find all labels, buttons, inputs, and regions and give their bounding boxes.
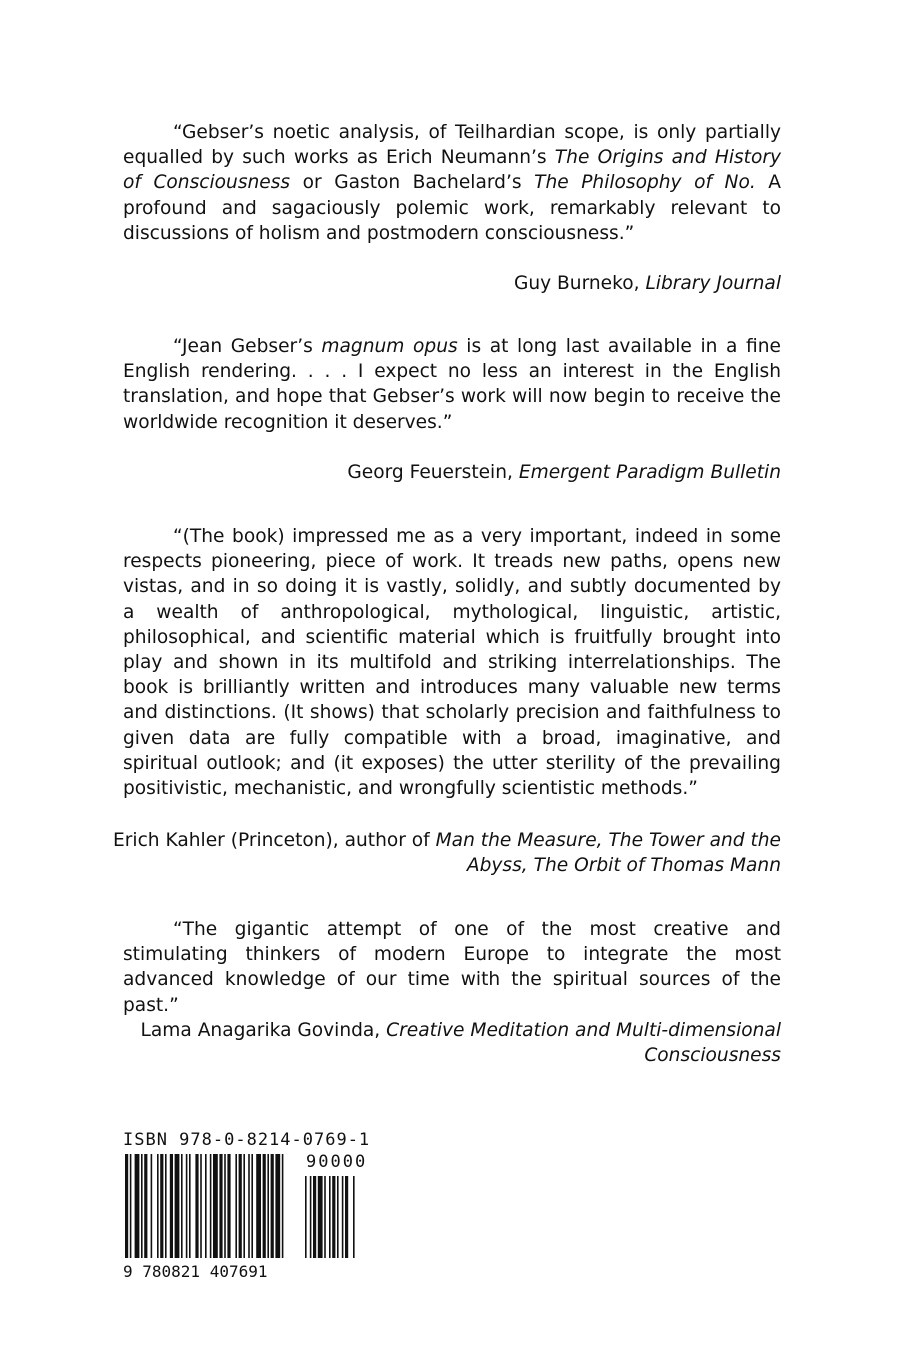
ean-digits: 9 780821 407691	[123, 1262, 268, 1281]
barcode-bar	[267, 1154, 269, 1258]
barcode-bar	[141, 1154, 143, 1258]
barcode-bar	[210, 1154, 212, 1258]
quote-text: “Gebser’s noetic analysis, of Teilhardian scope, is only partially equalled by such works as Erich Neumann’s	[123, 122, 781, 169]
isbn-barcode	[123, 1130, 393, 1290]
barcode-bar	[235, 1154, 237, 1258]
attribution-1: Guy Burneko, Library Journal	[513, 273, 781, 294]
addon-bar	[305, 1176, 307, 1258]
barcode-bar	[205, 1154, 207, 1258]
addon-bar	[345, 1176, 348, 1258]
barcode-bar	[282, 1154, 284, 1258]
barcode-bar	[144, 1154, 147, 1258]
barcode-bar	[189, 1154, 191, 1258]
barcode-bar	[130, 1154, 132, 1258]
barcode-bar	[239, 1154, 242, 1258]
barcode-bar	[135, 1154, 140, 1258]
barcode-bar	[195, 1154, 198, 1258]
quote-3	[123, 524, 781, 801]
barcode-bars	[123, 1154, 383, 1264]
isbn-label: ISBN 978-0-8214-0769-1	[123, 1130, 371, 1150]
quote-text: A profound and sagaciously polemic work, remarkably relevant to discussions of holism and postmodern consciousness.”	[123, 172, 781, 244]
barcode-bar	[175, 1154, 180, 1258]
barcode-bar	[160, 1154, 163, 1258]
quote-4	[123, 917, 781, 1018]
addon-bar	[337, 1176, 339, 1258]
addon-bar	[353, 1176, 355, 1258]
addon-bar	[318, 1176, 323, 1258]
quote-text: “Jean Gebser’s	[173, 336, 322, 357]
attribution-3: Erich Kahler (Princeton), author of Man the Measure, The Tower and the Abyss, The Orbit of Thomas Mann	[113, 830, 781, 877]
barcode-bar	[186, 1154, 188, 1258]
quote-text: “(The book) impressed me as a very important, indeed in some respects pioneering, piece of work. It treads new paths, opens new vistas, and in so doing it is vastly, solidly, and subtly documented by a wealth of anthropological, mythological, linguistic, artistic, philosophical, and scientific material which is fruitfully brought into play and shown in its multifold and striking interrelationships. The book is brilliantly written and introduces many valuable new terms and distinctions. (It shows) that scholarly precision and faithfulness to given data are fully compatible with a broad, imaginative, and spiritual outlook; and (it exposes) the utter sterility of the prevailing positivistic, mechanistic, and wrongfully scientistic methods.”	[123, 526, 781, 800]
barcode-bar	[227, 1154, 230, 1258]
barcode-bar	[275, 1154, 280, 1258]
addon-bar	[313, 1176, 316, 1258]
barcode-bar	[219, 1154, 222, 1258]
title-italic: The Origins and History of Consciousness	[123, 147, 781, 194]
barcode-bar	[224, 1154, 226, 1258]
title-italic: magnum opus	[321, 336, 458, 357]
barcode-bar	[263, 1154, 266, 1258]
barcode-bar	[151, 1154, 153, 1258]
attribution-4: Lama Anagarika Govinda, Creative Meditation and Multi-dimensional Consciousness	[140, 1020, 781, 1067]
barcode-bar	[170, 1154, 173, 1258]
barcode-bar	[271, 1154, 274, 1258]
barcode-bar	[251, 1154, 253, 1258]
addon-bar	[310, 1176, 312, 1258]
attribution-2: Georg Feuerstein, Emergent Paradigm Bulletin	[347, 462, 781, 483]
barcode-bar	[256, 1154, 261, 1258]
quote-1	[123, 120, 781, 246]
barcode-bar	[248, 1154, 250, 1258]
quote-text: or Gaston Bachelard’s	[290, 172, 535, 194]
barcode-bar	[243, 1154, 245, 1258]
addon-bar	[329, 1176, 331, 1258]
addon-bar	[342, 1176, 344, 1258]
barcode-bar	[181, 1154, 183, 1258]
quote-2	[123, 334, 781, 435]
barcode-bar	[125, 1154, 128, 1258]
barcode-bar	[213, 1154, 218, 1258]
quote-text: “The gigantic attempt of one of the most creative and stimulating thinkers of modern Europe to integrate the most advanced knowledge of our time with the spiritual sources of the past.”	[123, 919, 781, 1016]
addon-bar	[324, 1176, 326, 1258]
title-italic: The Philosophy of No.	[534, 172, 756, 194]
quote-text: is at long last available in a fine English rendering. . . . I expect no less an interest in the English translation, and hope that Gebser’s work will now begin to receive the worldwide recognition it deserves.”	[123, 336, 781, 433]
barcode-bar	[165, 1154, 167, 1258]
barcode-bar	[157, 1154, 159, 1258]
addon-bar	[332, 1176, 335, 1258]
barcode-bar	[200, 1154, 202, 1258]
price-code: 90000	[306, 1152, 368, 1172]
